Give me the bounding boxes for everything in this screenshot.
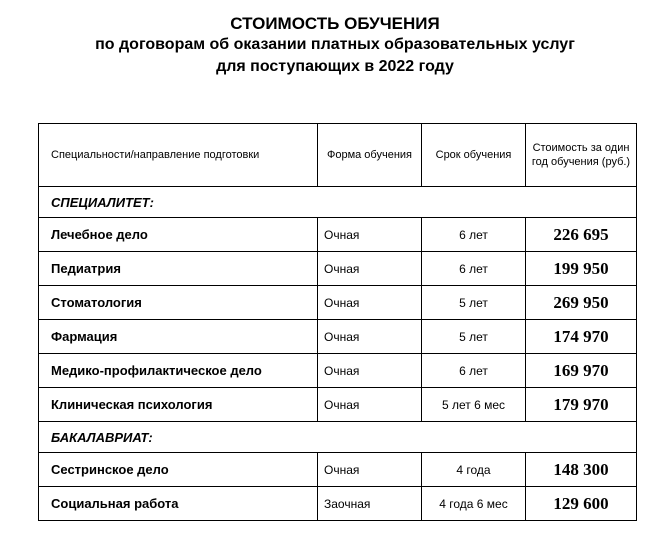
table-row (39, 487, 637, 521)
section-title: СПЕЦИАЛИТЕТ: (39, 187, 637, 218)
table-row (39, 388, 637, 422)
row-name: Фармация (39, 320, 318, 354)
row-name: Клиническая психология (39, 388, 318, 422)
row-name: Сестринское дело (39, 453, 318, 487)
row-form: Очная (318, 252, 422, 286)
table-header-row (39, 124, 637, 187)
header-term: Срок обучения (422, 124, 526, 187)
row-form: Очная (318, 354, 422, 388)
section-title: БАКАЛАВРИАТ: (39, 422, 637, 453)
header-form: Форма обучения (318, 124, 422, 187)
row-price: 179 970 (526, 388, 637, 422)
header-cost: Стоимость за один год обучения (руб.) (526, 124, 637, 187)
page-subtitle: по договорам об оказании платных образовательных услуг (95, 36, 575, 53)
page-subtitle-year: для поступающих в 2022 году (216, 58, 454, 75)
row-price: 148 300 (526, 453, 637, 487)
row-name: Медико-профилактическое дело (39, 354, 318, 388)
row-price: 174 970 (526, 320, 637, 354)
table-row (39, 453, 637, 487)
table-row (39, 354, 637, 388)
row-name: Лечебное дело (39, 218, 318, 252)
page-title: СТОИМОСТЬ ОБУЧЕНИЯ (230, 14, 440, 33)
row-form: Очная (318, 453, 422, 487)
section-row (39, 187, 637, 218)
row-form: Очная (318, 388, 422, 422)
row-term: 5 лет (422, 286, 526, 320)
row-name: Социальная работа (39, 487, 318, 521)
row-form: Очная (318, 218, 422, 252)
row-term: 6 лет (422, 218, 526, 252)
row-term: 6 лет (422, 354, 526, 388)
section-row (39, 422, 637, 453)
row-form: Очная (318, 320, 422, 354)
row-term: 5 лет (422, 320, 526, 354)
row-name: Педиатрия (39, 252, 318, 286)
header-specialty: Специальности/направление подготовки (39, 124, 318, 187)
row-form: Очная (318, 286, 422, 320)
row-term: 5 лет 6 мес (422, 388, 526, 422)
table-row (39, 286, 637, 320)
table-row (39, 252, 637, 286)
table-row (39, 218, 637, 252)
row-price: 226 695 (526, 218, 637, 252)
row-price: 129 600 (526, 487, 637, 521)
row-price: 199 950 (526, 252, 637, 286)
row-form: Заочная (318, 487, 422, 521)
row-term: 4 года 6 мес (422, 487, 526, 521)
row-price: 269 950 (526, 286, 637, 320)
table-row (39, 320, 637, 354)
row-term: 6 лет (422, 252, 526, 286)
row-term: 4 года (422, 453, 526, 487)
row-price: 169 970 (526, 354, 637, 388)
tuition-table (38, 123, 637, 521)
row-name: Стоматология (39, 286, 318, 320)
